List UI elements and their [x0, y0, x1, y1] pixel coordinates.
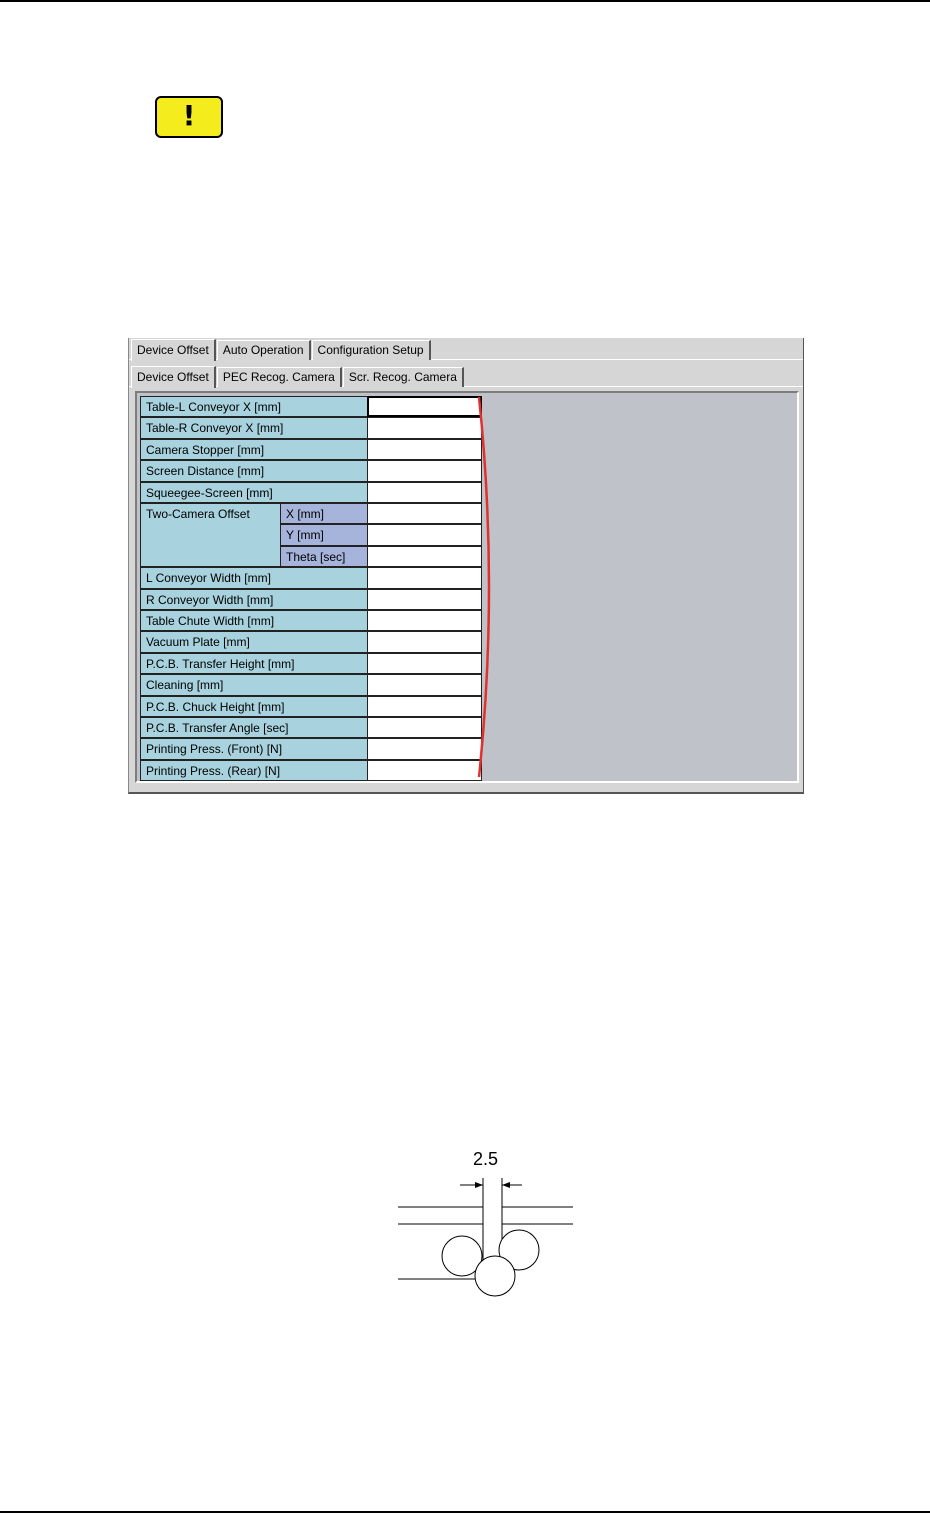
offset-row-label: Vacuum Plate [mm]: [140, 631, 368, 652]
offset-row-label: Table Chute Width [mm]: [140, 610, 368, 631]
offset-row-label: P.C.B. Transfer Height [mm]: [140, 653, 368, 674]
offset-row: [140, 439, 484, 460]
device-offset-panel: [135, 391, 799, 783]
offset-value-input[interactable]: [367, 482, 482, 503]
offset-value-input[interactable]: [367, 631, 482, 652]
offset-row: [140, 631, 484, 652]
settings-window: [128, 338, 804, 794]
two-camera-sub-label: Theta [sec]: [280, 546, 368, 567]
tab-device-offset[interactable]: Device Offset: [131, 339, 216, 361]
offset-row-label: P.C.B. Transfer Angle [sec]: [140, 717, 368, 738]
offset-row-label: L Conveyor Width [mm]: [140, 567, 368, 588]
offset-row-label: Printing Press. (Rear) [N]: [140, 760, 368, 781]
offset-value-input[interactable]: [367, 696, 482, 717]
top-rule: [0, 0, 930, 2]
outer-tab-bar: [131, 338, 432, 360]
offset-row: [140, 738, 484, 759]
offset-value-input[interactable]: [367, 503, 482, 524]
offset-row-label: Camera Stopper [mm]: [140, 439, 368, 460]
inner-tab-bar: [131, 365, 465, 387]
offset-row-label: Screen Distance [mm]: [140, 460, 368, 481]
offset-value-input[interactable]: [367, 546, 482, 567]
offset-row: [140, 460, 484, 481]
offset-value-input[interactable]: [367, 439, 482, 460]
offset-row: [140, 717, 484, 738]
tab-auto-operation[interactable]: Auto Operation: [217, 340, 311, 360]
caution-icon: !: [155, 96, 223, 138]
offset-row: [140, 696, 484, 717]
tab-configuration-setup[interactable]: Configuration Setup: [312, 340, 431, 360]
offset-value-input[interactable]: [367, 653, 482, 674]
bottom-rule: [0, 1511, 930, 1513]
offset-row-label: Table-R Conveyor X [mm]: [140, 417, 368, 438]
two-camera-offset-label: Two-Camera Offset: [140, 503, 281, 567]
subtab-scr-recog-camera[interactable]: Scr. Recog. Camera: [343, 367, 464, 387]
subtab-device-offset[interactable]: Device Offset: [131, 366, 216, 388]
offset-value-input[interactable]: [367, 567, 482, 588]
offset-value-input[interactable]: [367, 760, 482, 781]
offset-row-label: Printing Press. (Front) [N]: [140, 738, 368, 759]
two-camera-sub-label: Y [mm]: [280, 524, 368, 545]
offset-row: [140, 674, 484, 695]
dimension-label: 2.5: [473, 1149, 499, 1169]
offset-value-input[interactable]: [367, 674, 482, 695]
offset-row-label: Cleaning [mm]: [140, 674, 368, 695]
offset-value-input[interactable]: [367, 738, 482, 759]
offset-row: [140, 567, 484, 588]
offset-row-label: Squeegee-Screen [mm]: [140, 482, 368, 503]
offset-row: [140, 653, 484, 674]
offset-row: [140, 760, 484, 781]
offset-row: [140, 589, 484, 610]
offset-value-input[interactable]: [367, 610, 482, 631]
offset-row: [140, 396, 484, 417]
offset-value-input[interactable]: [367, 524, 482, 545]
offset-row-label: Table-L Conveyor X [mm]: [140, 396, 368, 417]
offset-value-input[interactable]: [367, 589, 482, 610]
offset-row-label: R Conveyor Width [mm]: [140, 589, 368, 610]
offset-value-input[interactable]: [367, 417, 482, 438]
two-camera-sub-label: X [mm]: [280, 503, 368, 524]
offset-value-input[interactable]: [367, 460, 482, 481]
offset-row: [140, 482, 484, 503]
offset-row-label: P.C.B. Chuck Height [mm]: [140, 696, 368, 717]
offset-value-input[interactable]: [367, 396, 482, 417]
offset-row: [140, 417, 484, 438]
subtab-pec-recog-camera[interactable]: PEC Recog. Camera: [217, 367, 342, 387]
offset-value-input[interactable]: [367, 717, 482, 738]
offset-row: [140, 610, 484, 631]
